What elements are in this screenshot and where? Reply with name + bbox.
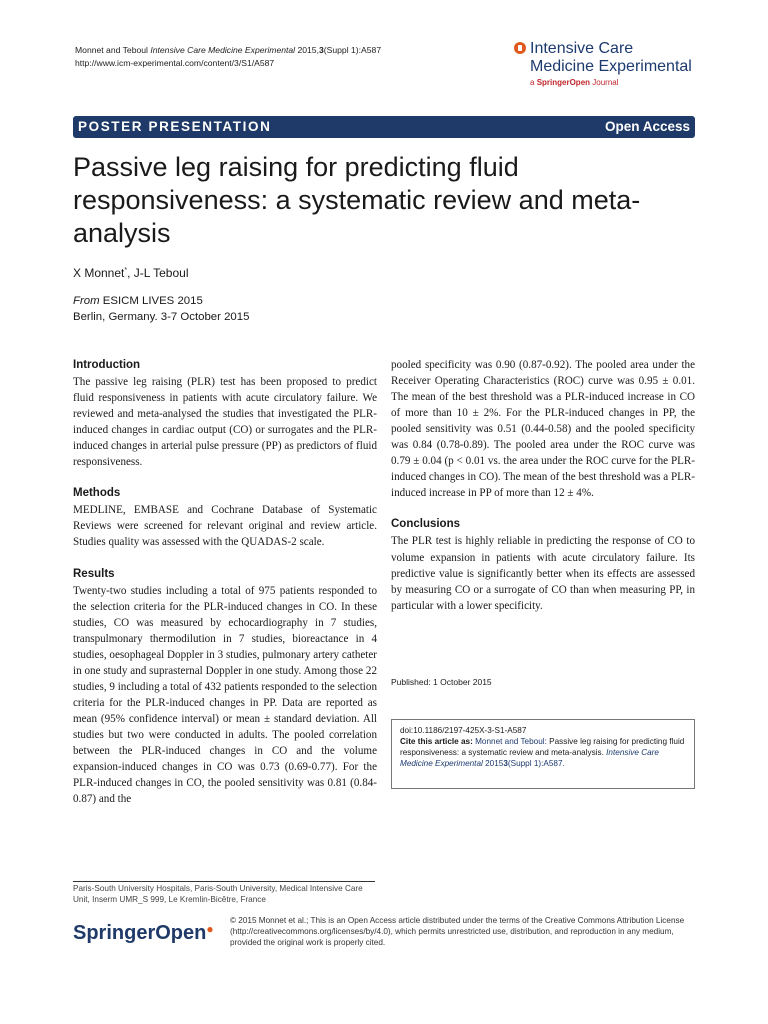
- doi[interactable]: doi:10.1186/2197-425X-3-S1-A587: [400, 726, 527, 735]
- from-label: From: [73, 295, 100, 307]
- cite-journal: Intensive Care Medicine Experimental: [400, 748, 659, 768]
- event-line: [73, 293, 249, 309]
- cite-label: Cite this article as:: [400, 737, 473, 746]
- event-name: ESICM LIVES 2015: [102, 295, 203, 307]
- open-access-label: Open Access: [604, 119, 690, 134]
- corresponding-mark: *: [124, 267, 128, 274]
- poster-banner: [73, 116, 695, 138]
- journal-logo: [514, 40, 704, 87]
- journal-logo-line2: Medicine Experimental: [530, 58, 692, 75]
- article-title: Passive leg raising for predicting fluid responsiveness: a systematic review and meta-analysis: [73, 152, 641, 248]
- springer-mark-icon: ●: [206, 922, 214, 936]
- banner-type-label: POSTER PRESENTATION: [78, 119, 272, 134]
- results-text-part2: pooled specificity was 0.90 (0.87-0.92). The pooled area under the Receiver Operating Characteristics (ROC) curve was 0.95 ± 0.01. The mean of the best threshold was a PLR-induced increase in CO of more than 10 ± 2%. For the PLR-induced changes in PP, the pooled sensitivity was 0.51 (0.44-0.58) and the pooled specificity was 0.84 (0.78-0.89). The pooled area under the ROC curve was 0.79 ± 0.04 (p < 0.01 vs. the area under the ROC curve for the PLR-induced changes in CO). The mean of the best threshold was a PLR-induced increase in PP of more than 12 ± 4%.: [391, 359, 695, 500]
- authors: [73, 266, 188, 280]
- cite-title: Passive leg raising for predicting fluid responsiveness: a systematic review and meta-analysis.: [400, 737, 685, 757]
- cite-box: [391, 719, 695, 789]
- citation-header: [75, 44, 381, 70]
- cite-text: [400, 736, 686, 769]
- license-text: © 2015 Monnet et al.; This is an Open Access article distributed under the terms of the Creative Commons Attribution License (http://creativecommons.org/licenses/by/4.0), which permits unrestricted use, distribution, and reproduction in any medium, provided the original work is properly cited.: [230, 916, 685, 947]
- cite-volume: 3: [503, 759, 508, 768]
- event-location: Berlin, Germany. 3-7 October 2015: [73, 311, 250, 323]
- cite-authors: Monnet and Teboul:: [475, 737, 547, 746]
- conclusions-text: The PLR test is highly reliable in predicting the response of CO to volume expansion in patients with acute circulatory failure. Its predictive value is significantly better when its effects are assessed by measuring CO or a surrogate of CO than when measuring PP, in particular with a lower specificity.: [391, 535, 695, 612]
- conclusions-heading: Conclusions: [391, 518, 461, 531]
- cite-issue: (Suppl 1):A587.: [507, 759, 565, 768]
- header-volume: 3: [318, 45, 324, 55]
- citation-line: [75, 44, 381, 57]
- header-journal: Intensive Care Medicine Experimental: [150, 45, 296, 55]
- published-date: Published: 1 October 2015: [391, 677, 492, 687]
- introduction-heading: Introduction: [73, 359, 141, 371]
- header-year: 2015,: [297, 45, 319, 55]
- author-first: X Monnet: [73, 266, 125, 280]
- results-text-part1: Twenty-two studies including a total of 975 patients responded to the selection criteria for the PLR-induced changes in CO. In these studies, CO was measured by echocardiography in 7 studies, transpulmonary thermodilution in 7 studies, bioreactance in 4 studies, oesophageal Doppler in 3 studies, pulmonary artery catheter in one study and suprasternal Doppler in one study. Among those 22 studies, 9 including a total of 432 patients responded to the selection criteria for the PLR-induced changes in PP. Data are reported as mean (95% confidence interval) or mean ± standard deviation. All studies but two were conducted in adults. The pooled correlation between the PLR-induced changes in CO and the volume expansion-induced changes in CO was 0.73 (0.69-0.77). For the PLR-induced changes in CO, the pooled sensitivity was 0.81 (0.84-0.87) and the: [73, 584, 377, 806]
- logo-mark-icon: [514, 42, 526, 54]
- header-issue: (Suppl 1):A587: [323, 45, 382, 55]
- right-column: [391, 357, 695, 614]
- results-heading: Results: [73, 567, 115, 580]
- journal-logo-sub: a SpringerOpen Journal: [530, 78, 619, 87]
- header-authors: Monnet and Teboul: [75, 45, 148, 55]
- methods-text: MEDLINE, EMBASE and Cochrane Database of Systematic Reviews were screened for relevant original and review article. Studies quality was assessed with the QUADAS-2 scale.: [73, 504, 377, 549]
- springeropen-logo: SpringerOpen●: [73, 922, 214, 944]
- footnote-divider: [73, 881, 375, 882]
- methods-heading: Methods: [73, 487, 121, 500]
- event-info: [73, 293, 249, 325]
- left-column: [73, 357, 377, 807]
- author-rest: , J-L Teboul: [127, 266, 189, 280]
- cite-year: 2015: [485, 759, 504, 768]
- affiliation: Paris-South University Hospitals, Paris-South University, Medical Intensive Care Unit, Inserm UMR_S 999, Le Kremlin-Bicêtre, France: [73, 884, 363, 904]
- header-url[interactable]: http://www.icm-experimental.com/content/3/S1/A587: [75, 58, 275, 68]
- introduction-text: The passive leg raising (PLR) test has been proposed to predict fluid responsiveness in patients with acute circulatory failure. We reviewed and meta-analysed the studies that investigated the PLR-induced changes in cardiac output (CO) or surrogates and the PLR-induced changes in arterial pulse pressure (PP) as predictors of fluid responsiveness.: [73, 376, 377, 469]
- journal-logo-line1: Intensive Care: [514, 40, 704, 58]
